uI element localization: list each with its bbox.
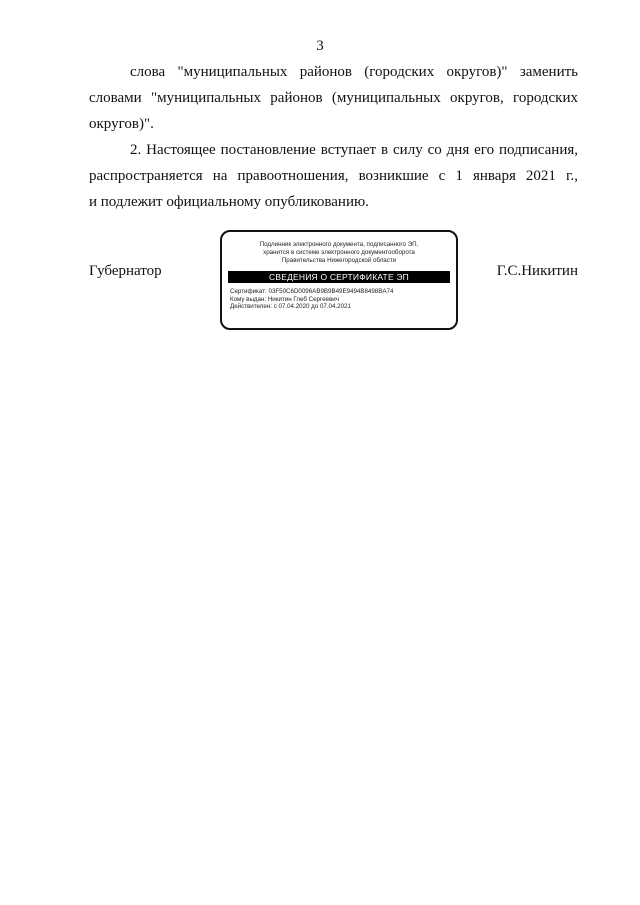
certificate-serial-label: Сертификат: bbox=[230, 288, 267, 295]
text-line: и подлежит официальному опубликованию. bbox=[89, 194, 369, 210]
stamp-header: СВЕДЕНИЯ О СЕРТИФИКАТЕ ЭП bbox=[228, 271, 450, 283]
stamp-note-line: Правительства Нижегородской области bbox=[281, 257, 397, 264]
signatory-name: Г.С.Никитин bbox=[496, 263, 578, 279]
paragraph-effective-date bbox=[89, 137, 578, 215]
certificate-owner-label: Кому выдан: bbox=[230, 295, 267, 303]
stamp-note bbox=[232, 241, 446, 265]
certificate-validity-label: Действителен: bbox=[230, 303, 272, 311]
text-line: словами "муниципальных районов (муниципальных округов, городских bbox=[89, 90, 578, 106]
paragraph-amendment bbox=[89, 59, 578, 137]
stamp-note-line: Подлинник электронного документа, подписанного ЭП, bbox=[259, 241, 419, 248]
certificate-validity-row bbox=[230, 303, 448, 311]
stamp-note-line: хранится в системе электронного документооборота bbox=[263, 249, 415, 256]
page-number: 3 bbox=[316, 38, 324, 54]
certificate-validity-value: с 07.04.2020 до 07.04.2021 bbox=[273, 303, 351, 311]
text-line: слова "муниципальных районов (городских округов)" заменить bbox=[130, 64, 578, 80]
stamp-details bbox=[230, 288, 448, 311]
text-line: распространяется на правоотношения, возникшие с 1 января 2021 г., bbox=[89, 168, 578, 184]
certificate-owner-value: Никитин Глеб Сергеевич bbox=[267, 295, 339, 303]
text-line: 2. Настоящее постановление вступает в силу со дня его подписания, bbox=[130, 142, 578, 158]
certificate-serial-row bbox=[230, 288, 448, 296]
certificate-owner-row bbox=[230, 296, 448, 304]
electronic-signature-stamp bbox=[220, 230, 458, 330]
text-line: округов)". bbox=[89, 116, 154, 132]
certificate-serial-value: 03F50C6D0096AB9B9B49E9494B8498BA74 bbox=[268, 288, 394, 295]
signatory-role: Губернатор bbox=[89, 263, 162, 279]
